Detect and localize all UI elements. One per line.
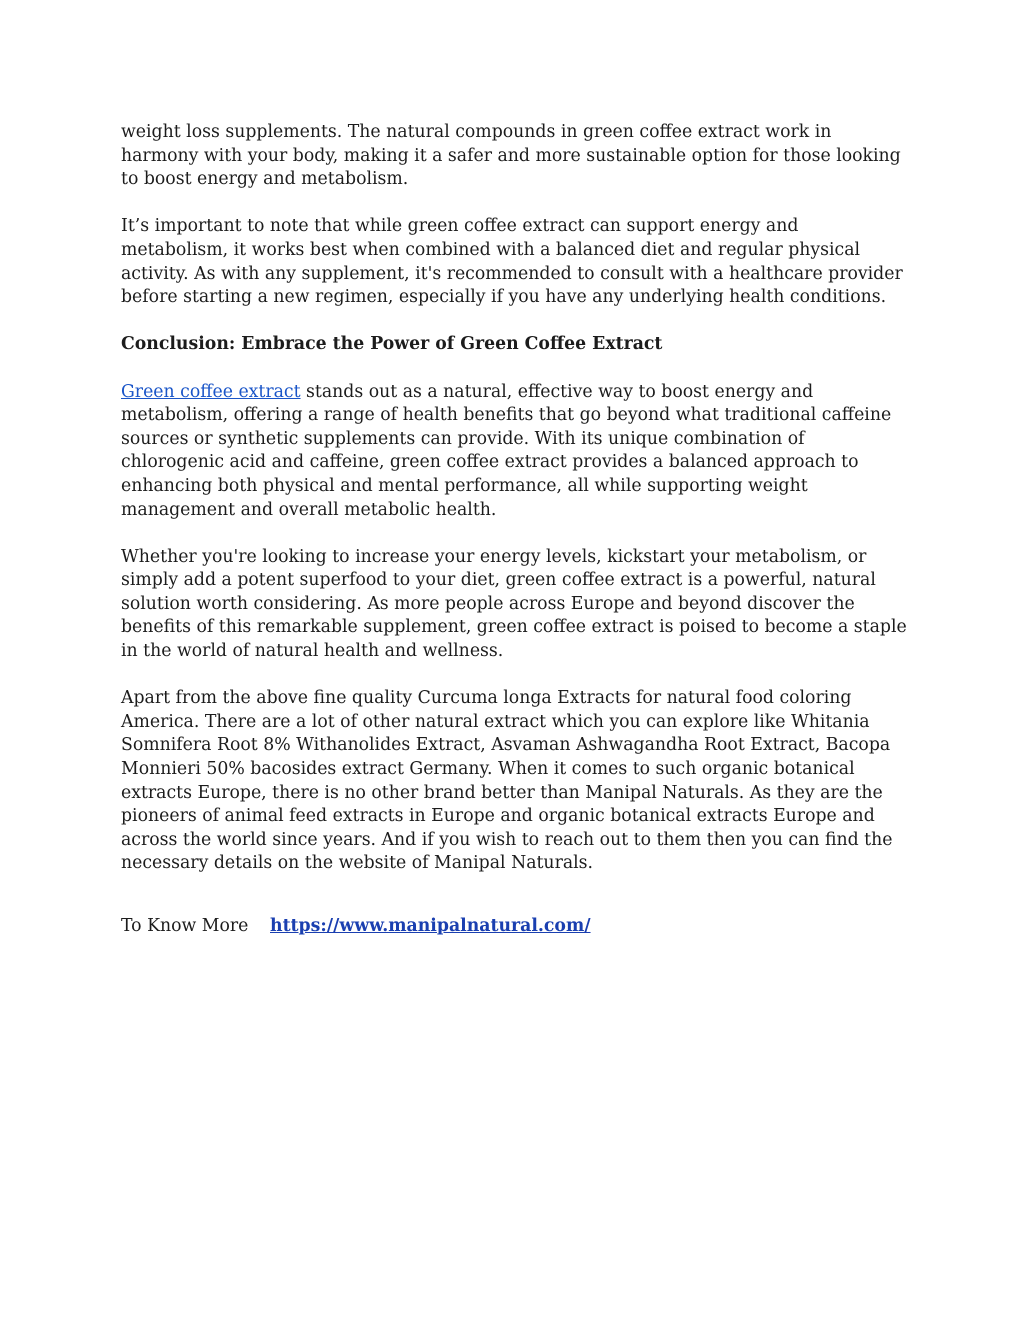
to-know-more-row bbox=[121, 915, 911, 939]
paragraph-conclusion-text: stands out as a natural, effective way to boost energy and metabolism, offering a range of health benefits that go beyond what traditional caffeine sources or synthetic supplements can provide. With its unique combination of chlorogenic acid and caffeine, green coffee extract provides a balanced approach to enhancing both physical and mental performance, all while supporting weight management and overall metabolic health. bbox=[121, 381, 892, 520]
paragraph-conclusion bbox=[121, 381, 911, 523]
conclusion-heading: Conclusion: Embrace the Power of Green Coffee Extract bbox=[121, 334, 663, 355]
to-know-more-label: To Know More bbox=[121, 916, 249, 936]
paragraph-weight-loss: weight loss supplements. The natural compounds in green coffee extract work in harmony with your body, making it a safer and more sustainable option for those looking to boost energy and metabolism. bbox=[121, 122, 901, 190]
paragraph-whether: Whether you're looking to increase your energy levels, kickstart your metabolism, or simply add a potent superfood to your diet, green coffee extract is a powerful, natural solution worth considering. As more people across Europe and beyond discover the benefits of this remarkable supplement, green coffee extract is poised to become a staple in the world of natural health and wellness. bbox=[121, 546, 907, 662]
website-link[interactable]: https://www.manipalnatural.com/ bbox=[270, 916, 591, 936]
paragraph-apart-from: Apart from the above fine quality Curcuma longa Extracts for natural food coloring America. There are a lot of other natural extract which you can explore like Whitania Somnifera Root 8% Withanolides Extract, Asvaman Ashwagandha Root Extract, Bacopa Monnieri 50% bacosides extract Germany. When it comes to such organic botanical extracts Europe, there is no other brand better than Manipal Naturals. As they are the pioneers of animal feed extracts in Europe and organic botanical extracts Europe and across the world since years. And if you wish to reach out to them then you can find the necessary details on the website of Manipal Naturals. bbox=[121, 688, 893, 874]
green-coffee-extract-link[interactable]: Green coffee extract bbox=[121, 381, 301, 402]
document-page bbox=[121, 121, 911, 939]
paragraph-important-note: It’s important to note that while green coffee extract can support energy and metabolism, it works best when combined with a balanced diet and regular physical activity. As with any supplement, it's recommended to consult with a healthcare provider before starting a new regimen, especially if you have any underlying health conditions. bbox=[121, 216, 903, 308]
